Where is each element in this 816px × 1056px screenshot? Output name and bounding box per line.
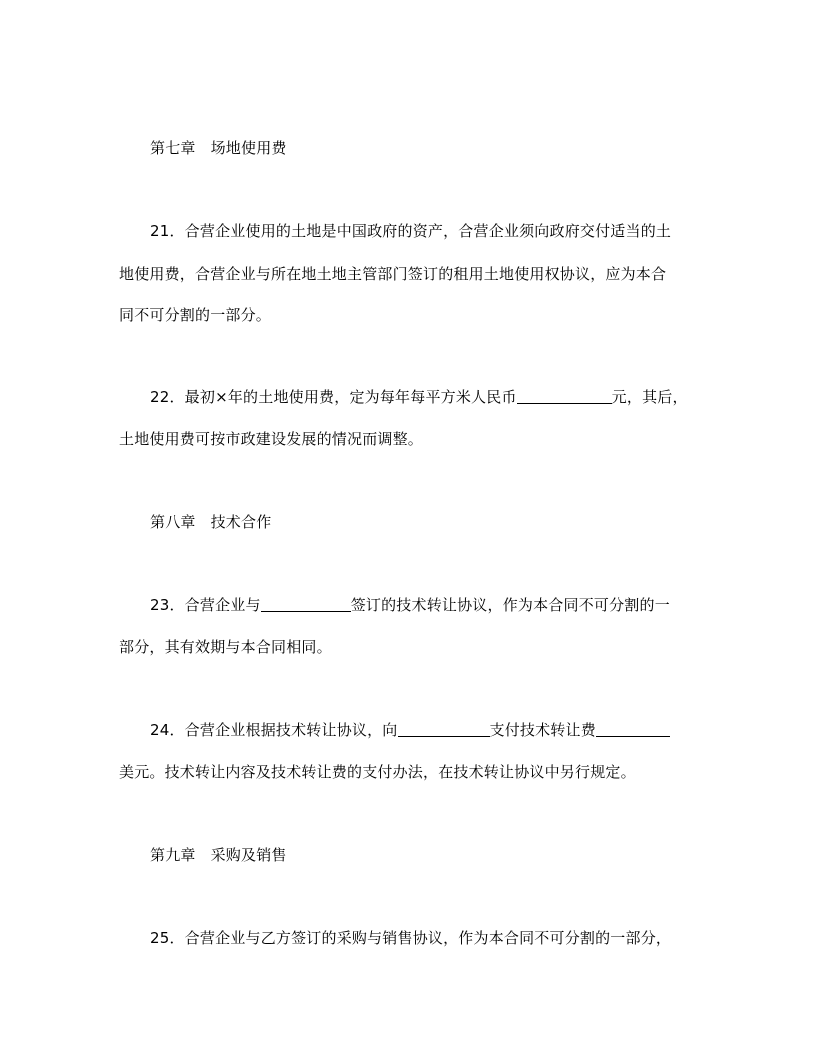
paragraph-22-line-1 — [150, 387, 730, 407]
chapter-8-title: 技术合作 — [210, 513, 272, 531]
fill-in-blank[interactable] — [261, 595, 351, 612]
paragraph-24-text-b: 支付技术转让费 — [489, 721, 596, 739]
paragraph-21-line-3: 同不可分割的一部分。 — [119, 306, 272, 324]
paragraph-22-text-a: 22．最初×年的土地使用费，定为每年每平方米人民币 — [150, 388, 517, 406]
fill-in-blank[interactable] — [596, 720, 670, 737]
chapter-7-heading — [150, 138, 730, 158]
paragraph-22-text-b: 元，其后， — [611, 388, 688, 406]
chapter-8-heading — [150, 512, 730, 532]
paragraph-22-line-2: 土地使用费可按市政建设发展的情况而调整。 — [119, 430, 424, 448]
chapter-9-number: 第九章 — [150, 846, 196, 864]
chapter-9-heading — [150, 845, 730, 865]
paragraph-21-line-2: 地使用费，合营企业与所在地土地主管部门签订的租用土地使用权协议，应为本合 — [119, 265, 667, 283]
paragraph-23-text-a: 23．合营企业与 — [150, 596, 261, 614]
paragraph-23-line-2: 部分，其有效期与本合同相同。 — [119, 638, 332, 656]
paragraph-21-line-1: 21．合营企业使用的土地是中国政府的资产，合营企业须向政府交付适当的土 — [150, 222, 672, 240]
chapter-7-title: 场地使用费 — [210, 139, 287, 157]
paragraph-23-text-b: 签订的技术转让协议，作为本合同不可分割的一 — [350, 596, 670, 614]
paragraph-25-line-1: 25．合营企业与乙方签订的采购与销售协议，作为本合同不可分割的一部分， — [150, 929, 672, 947]
paragraph-23-line-1 — [150, 595, 730, 615]
chapter-9-title: 采购及销售 — [210, 846, 287, 864]
paragraph-24-line-1 — [150, 720, 730, 740]
fill-in-blank[interactable] — [517, 387, 612, 404]
chapter-8-number: 第八章 — [150, 513, 196, 531]
chapter-7-number: 第七章 — [150, 139, 196, 157]
fill-in-blank[interactable] — [398, 720, 490, 737]
paragraph-24-line-2: 美元。技术转让内容及技术转让费的支付办法，在技术转让协议中另行规定。 — [119, 763, 636, 781]
paragraph-24-text-a: 24．合营企业根据技术转让协议，向 — [150, 721, 398, 739]
